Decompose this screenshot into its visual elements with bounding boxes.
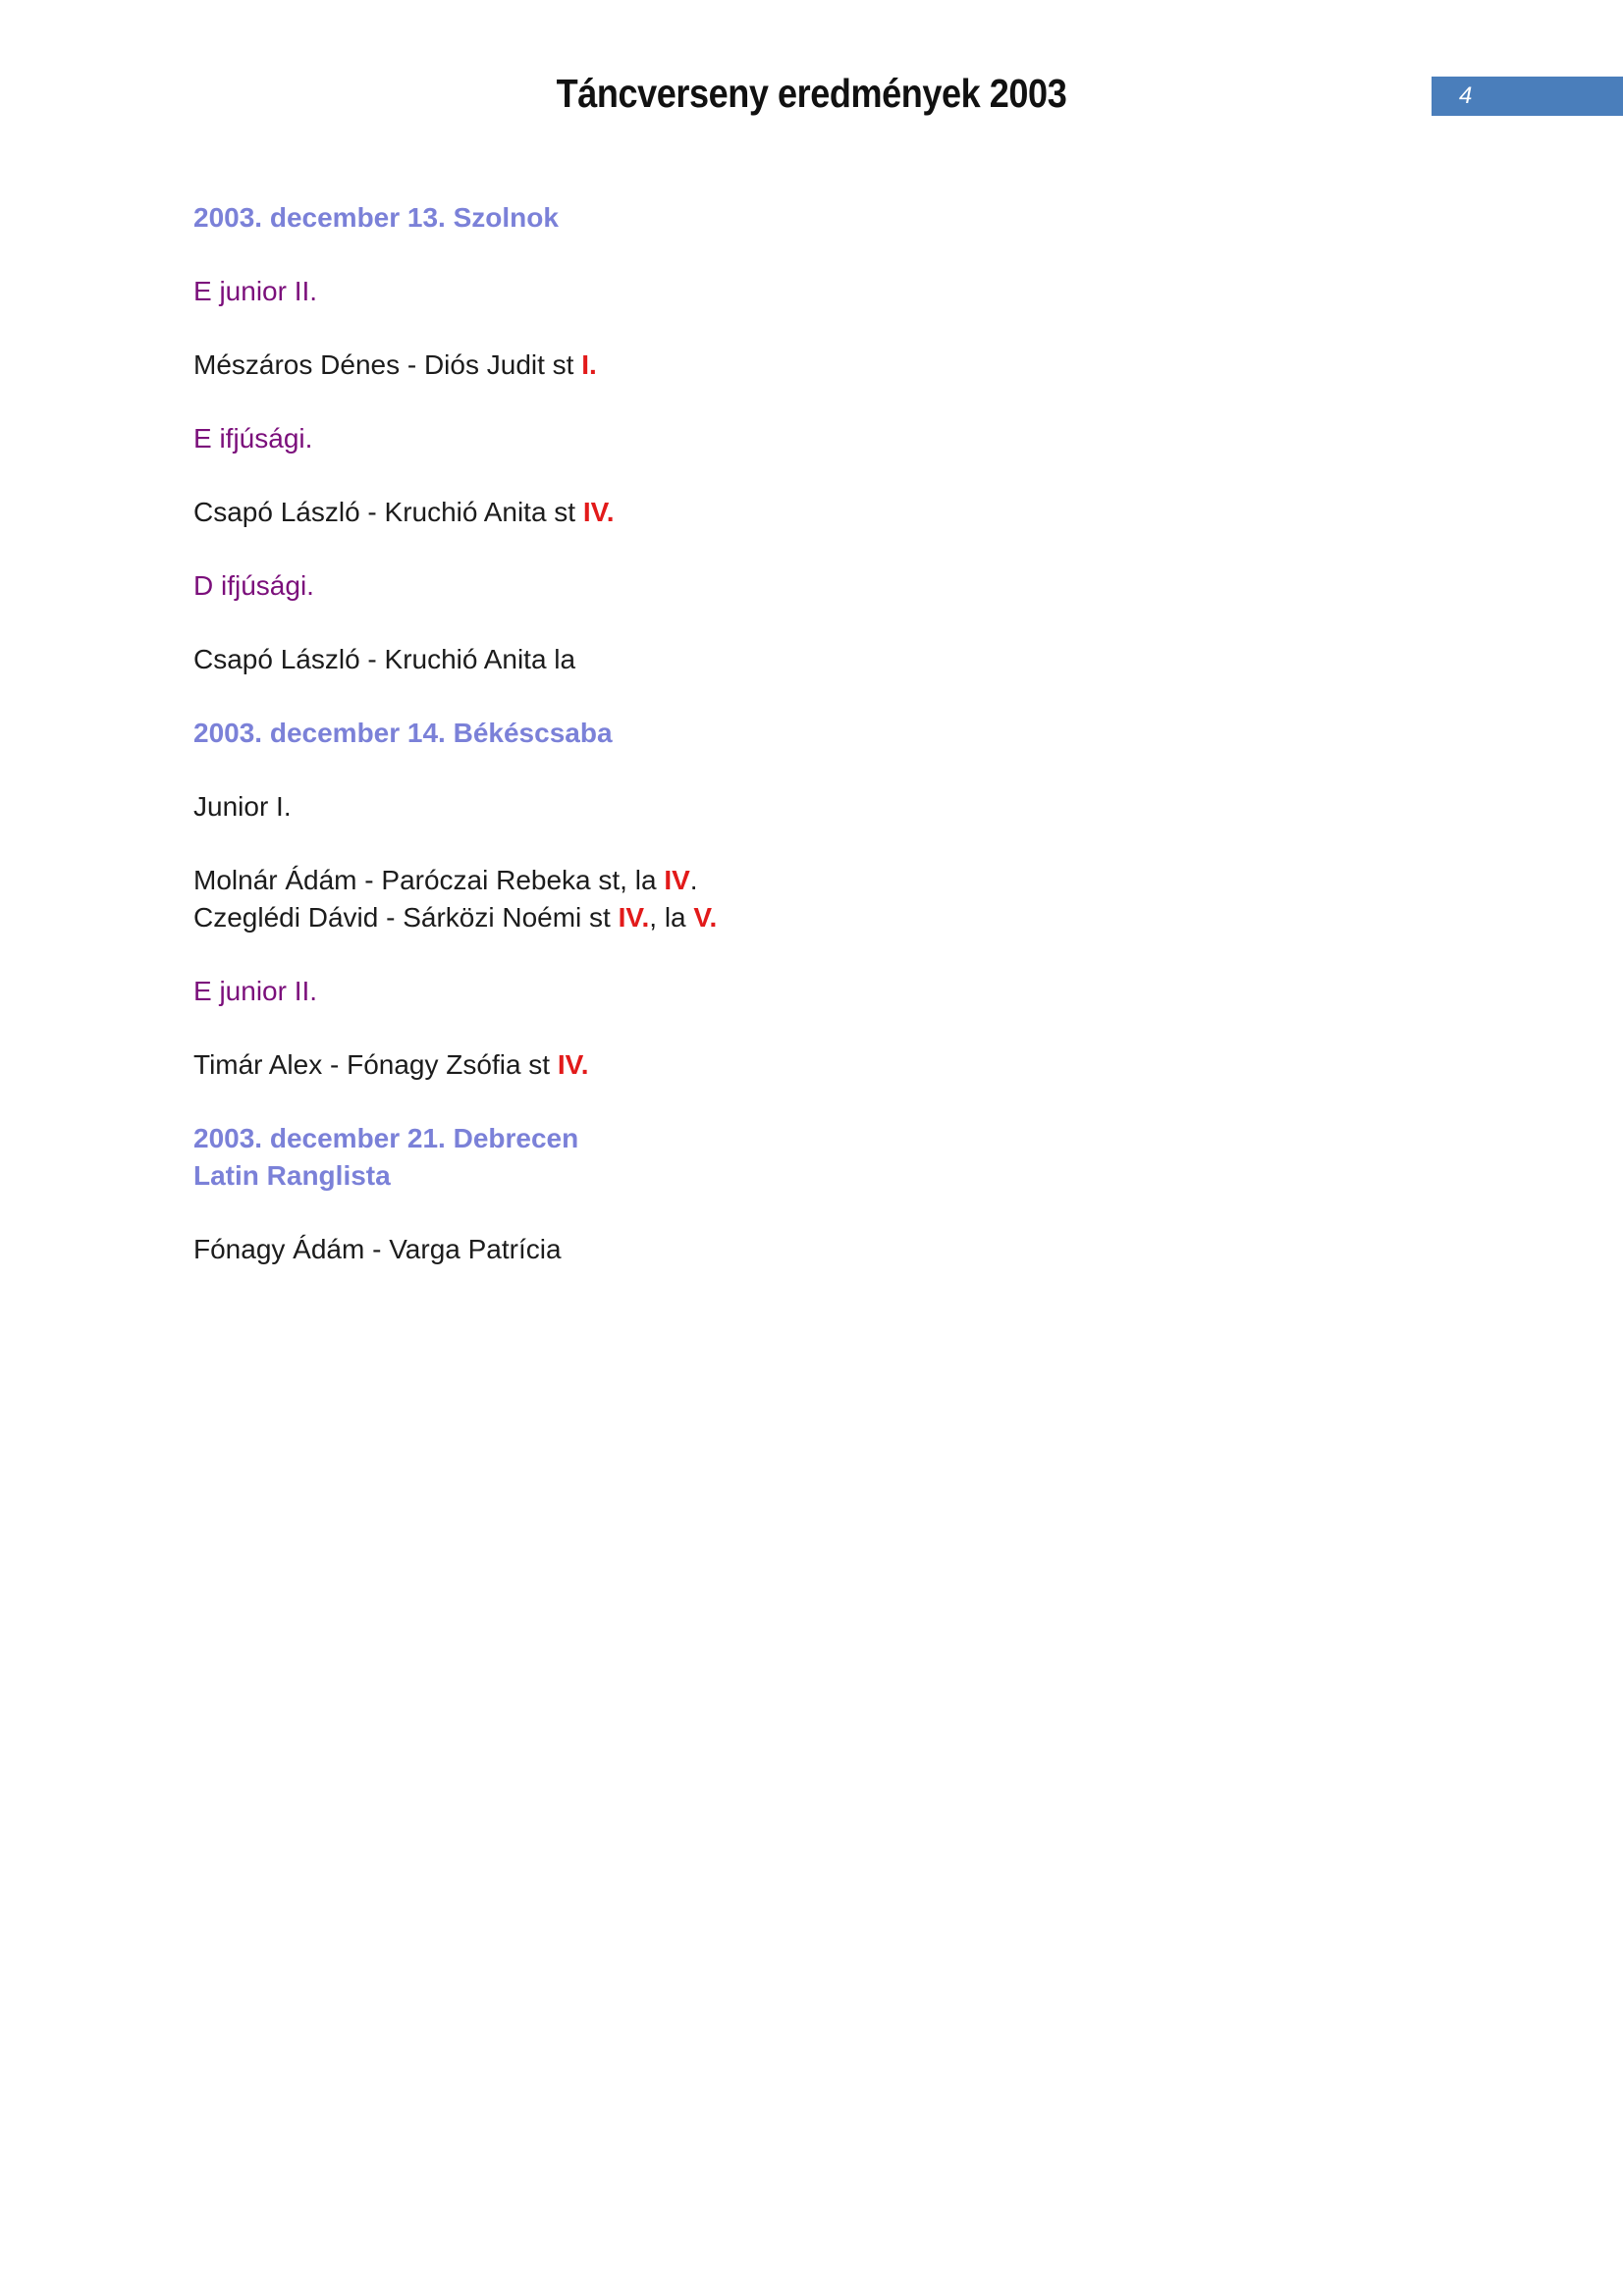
text-run: Mészáros Dénes - Diós Judit st	[193, 349, 582, 380]
text-run: IV.	[582, 497, 615, 527]
text-run: Timár Alex - Fónagy Zsófia st	[193, 1049, 558, 1080]
heading-paragraph	[193, 1120, 1431, 1195]
text-run: Csapó László - Kruchió Anita la	[193, 644, 576, 674]
text-run: Latin Ranglista	[193, 1160, 391, 1191]
paragraph	[193, 494, 1431, 531]
paragraph	[193, 641, 1431, 678]
paragraph	[193, 788, 1431, 826]
text-run: Czeglédi Dávid - Sárközi Noémi st	[193, 902, 619, 933]
text-run: 2003. december 21. Debrecen	[193, 1123, 579, 1153]
text-run: D ifjúsági.	[193, 570, 314, 601]
paragraph	[193, 347, 1431, 384]
heading-paragraph	[193, 199, 1431, 237]
document-body	[193, 199, 1431, 1305]
text-run: V.	[693, 902, 718, 933]
text-run: I.	[581, 349, 597, 380]
text-run: IV	[664, 865, 690, 895]
text-run: E ifjúsági.	[193, 423, 313, 454]
page-number-box	[1432, 77, 1623, 116]
paragraph	[193, 1046, 1431, 1084]
text-run: Fónagy Ádám - Varga Patrícia	[193, 1234, 562, 1264]
paragraph	[193, 1231, 1431, 1268]
paragraph	[193, 973, 1431, 1010]
text-run: Junior I.	[193, 791, 292, 822]
text-run: 2003. december 13. Szolnok	[193, 202, 559, 233]
heading-paragraph	[193, 715, 1431, 752]
paragraph	[193, 862, 1431, 936]
text-run: Csapó László - Kruchió Anita st	[193, 497, 583, 527]
paragraph	[193, 273, 1431, 310]
text-run: E junior II.	[193, 976, 318, 1006]
text-run: .	[689, 865, 698, 895]
text-run: Molnár Ádám - Paróczai Rebeka st, la	[193, 865, 665, 895]
text-run: E junior II.	[193, 276, 318, 306]
text-run: 2003. december 14. Békéscsaba	[193, 718, 613, 748]
text-run: IV.	[618, 902, 650, 933]
text-run: IV.	[557, 1049, 589, 1080]
paragraph	[193, 420, 1431, 457]
paragraph	[193, 567, 1431, 605]
page-number: 4	[1459, 82, 1473, 109]
page-title: Táncverseny eredmények 2003	[556, 71, 1067, 116]
text-run: , la	[649, 902, 694, 933]
